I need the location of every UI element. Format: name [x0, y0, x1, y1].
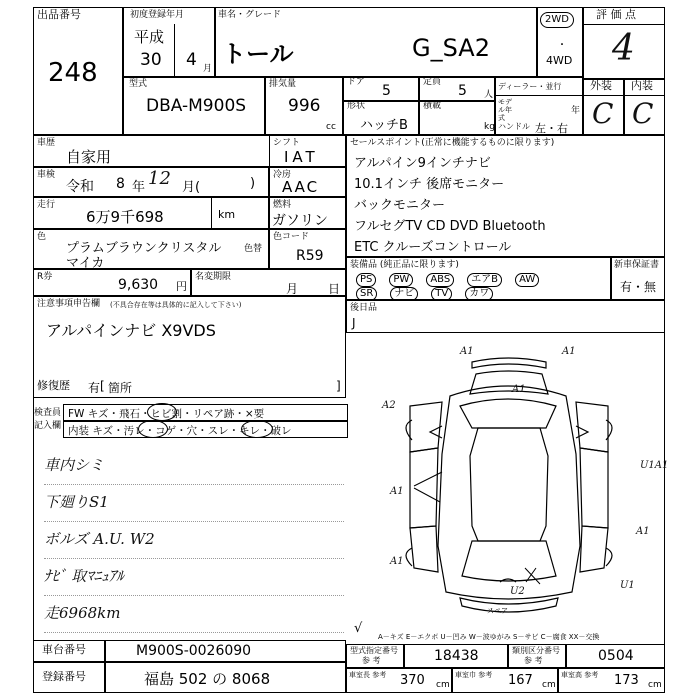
- plate-label: 登録番号: [42, 670, 86, 683]
- notes-label: 注意事項申告欄: [37, 299, 101, 309]
- width-unit: cm: [542, 680, 556, 690]
- damage-diagram: [350, 336, 669, 624]
- handwritten-notes: [44, 448, 344, 633]
- lot-label: 出品番号: [37, 8, 81, 21]
- car-label: 車名・グレード: [218, 10, 282, 20]
- inspection-era: 令和: [66, 179, 94, 195]
- windshield: [460, 399, 556, 428]
- length-value: 370: [400, 673, 425, 688]
- interior-label: 内装: [631, 79, 653, 92]
- recycle-cell: [33, 269, 191, 296]
- capacity-unit: 人: [484, 90, 494, 100]
- warranty-value: 有・無: [620, 280, 657, 294]
- rear-items-cell: [346, 300, 665, 333]
- inspector-label-1: 検査員: [34, 408, 62, 418]
- exterior-label: 外装: [590, 79, 612, 92]
- mileage-label: 走行: [37, 200, 56, 210]
- drive-4wd: 4WD: [546, 54, 573, 67]
- handle-value: 左・右: [535, 122, 568, 135]
- model-label: 型式: [129, 79, 148, 89]
- mileage-unit: km: [218, 208, 236, 221]
- damage-mark: U2: [510, 586, 525, 597]
- length-label: 車室長 参考: [349, 671, 387, 679]
- shift-label: シフト: [273, 138, 301, 148]
- registration-year: 30: [140, 50, 162, 70]
- inspection-month-unit: 月(: [182, 180, 201, 195]
- sales-point-label: セールスポイント(正常に機能するものに限ります): [350, 138, 555, 148]
- class-no-sub: 参 考: [524, 656, 543, 665]
- doors-label: ドア: [347, 77, 365, 87]
- damage-legend: A－キズ E－エクボ U－凹み W－波ゆがみ S－サビ C－腐食 XX－交換: [378, 633, 600, 641]
- warranty-label: 新車保証書: [614, 260, 660, 270]
- sales-point-item: アルパイン9インチナビ: [354, 156, 491, 171]
- grade-value: 4: [612, 28, 635, 69]
- equipment-item: PS: [356, 273, 376, 287]
- handwritten-line: 下廻りS1: [44, 485, 344, 522]
- notes-value: アルパインナビ X9VDS: [46, 321, 216, 340]
- doors-value: 5: [382, 83, 391, 99]
- plate-value: 福島 502 の 8068: [144, 670, 271, 688]
- height-unit: cm: [648, 680, 662, 690]
- repair-value: 有: [88, 381, 101, 395]
- fuel-value: ガソリン: [272, 213, 328, 229]
- aircon-label: 冷房: [273, 170, 292, 180]
- height-value: 173: [614, 673, 639, 688]
- type-no-label: 型式指定番号: [350, 646, 398, 655]
- displacement-value: 996: [288, 96, 321, 116]
- displacement-label: 排気量: [269, 79, 297, 89]
- rear-window: [462, 541, 556, 581]
- inspection-year: 8: [116, 176, 125, 192]
- color-code-label: 色コード: [273, 232, 310, 242]
- equipment-item: ナビ: [390, 287, 418, 301]
- front-bumper: [472, 358, 546, 368]
- name-change-month: 月: [286, 282, 299, 296]
- damage-mark: U1: [620, 580, 635, 591]
- equipment-item: エアB: [467, 273, 502, 287]
- type-no-value: 18438: [434, 648, 479, 664]
- color-line1: プラムブラウンクリスタル: [66, 241, 222, 256]
- hood: [470, 371, 548, 394]
- circle-mark-sure: [241, 420, 273, 438]
- inspect-row-2-text: 内装 キズ・汚レ・コゲ・穴・スレ・キレ・破レ: [68, 425, 292, 437]
- repair-bracket-text: 箇所: [108, 381, 133, 395]
- shift-value: IAT: [284, 148, 319, 166]
- color-code: R59: [296, 248, 324, 264]
- equipment-item: ABS: [426, 273, 454, 287]
- damage-mark: A2: [382, 400, 396, 411]
- damage-mark: A1: [562, 346, 576, 357]
- model-year-unit: 年: [571, 106, 581, 116]
- damage-mark: A1: [636, 526, 650, 537]
- body-outline: [438, 386, 580, 599]
- displacement-unit: cc: [326, 122, 336, 132]
- equipment-item: TV: [431, 287, 452, 301]
- spare-label: スペア: [487, 607, 508, 615]
- inspection-year-unit: 年: [132, 180, 146, 195]
- exterior-value: C: [592, 97, 614, 130]
- type-no-sub: 参 考: [362, 656, 381, 665]
- capacity-label: 定員: [423, 77, 442, 87]
- inspect-row-1-text: FW キズ・飛石・ヒビ割・リペア跡・×要: [68, 408, 265, 420]
- history-value: 自家用: [66, 148, 112, 166]
- shape-label: 形状: [347, 101, 366, 111]
- inspection-label: 車検: [37, 170, 56, 180]
- chassis-label: 車台番号: [42, 643, 86, 656]
- notes-cell: [33, 296, 346, 398]
- inspection-close: ): [250, 176, 256, 191]
- recycle-unit: 円: [176, 280, 187, 293]
- rear-items-label: 後日品: [350, 303, 378, 313]
- recycle-label: R券: [37, 272, 53, 282]
- damage-mark: A1: [390, 556, 404, 567]
- recycle-value: 9,630: [118, 277, 159, 293]
- drive-2wd: [540, 12, 574, 28]
- sales-point-list: [354, 153, 546, 258]
- rear-items-value: J: [352, 316, 356, 330]
- circle-mark-hiseki: [147, 403, 177, 421]
- handwritten-line: ﾅﾋﾞ 取ﾏﾆｭｱﾙ: [44, 559, 344, 596]
- repair-bracket-close: ]: [336, 379, 341, 393]
- equipment-row2: [356, 286, 506, 301]
- sales-point-item: バックモニター: [354, 198, 446, 213]
- roof: [470, 428, 548, 541]
- lot-number: 248: [48, 58, 98, 88]
- history-label: 車歴: [37, 138, 56, 148]
- mileage-value: 6万9千698: [86, 208, 164, 226]
- sales-point-item: 10.1インチ 後席モニター: [354, 177, 505, 192]
- registration-era: 平成: [134, 28, 165, 46]
- aircon-value: AAC: [282, 178, 320, 196]
- capacity-value: 5: [458, 83, 467, 99]
- equipment-item: AW: [515, 273, 539, 287]
- damage-mark: A1: [512, 384, 526, 395]
- grade-label: 評 価 点: [596, 8, 636, 21]
- drive-2wd-circle: 2WD: [540, 12, 574, 28]
- registration-month: 4: [186, 50, 197, 70]
- name-change-day: 日: [328, 282, 341, 296]
- width-value: 167: [508, 673, 533, 688]
- color-replace-label: 色替: [244, 244, 263, 254]
- load-unit: kg: [484, 122, 495, 132]
- damage-mark: A1: [460, 346, 474, 357]
- load-label: 積載: [423, 101, 442, 111]
- inspector-label-2: 記入欄: [34, 421, 62, 431]
- equipment-item: SR: [356, 287, 377, 301]
- equipment-label: 装備品 (純正品に限ります): [350, 260, 459, 270]
- dealer-label: ディーラー・並行: [498, 82, 562, 91]
- chassis-value: M900S-0026090: [136, 643, 252, 659]
- circle-mark-yogore: [138, 420, 168, 438]
- left-side: [410, 402, 442, 452]
- color-line2: マイカ: [66, 256, 105, 271]
- damage-mark: A1: [390, 486, 404, 497]
- inspection-month: 12: [148, 168, 171, 189]
- registration-month-unit: 月: [203, 64, 213, 74]
- rear-bumper: [460, 598, 558, 612]
- interior-value: C: [632, 97, 654, 130]
- fuel-label: 燃料: [273, 200, 292, 210]
- right-side: [576, 402, 608, 452]
- equipment-row1: [356, 272, 552, 287]
- handle-label: ハンドル: [498, 122, 530, 131]
- handwritten-line: 車内シミ: [44, 448, 344, 485]
- equipment-item: PW: [389, 273, 413, 287]
- drive-dot: ・: [557, 40, 567, 51]
- sales-point-item: フルセグTV CD DVD Bluetooth: [354, 219, 546, 234]
- color-label: 色: [37, 232, 47, 242]
- car-name: トール: [222, 40, 294, 68]
- checkmark: √: [354, 621, 363, 636]
- width-label: 車室巾 参考: [455, 671, 493, 679]
- sales-point-item: ETC クルーズコントロール: [354, 240, 512, 255]
- name-change-label: 名変期限: [195, 272, 232, 282]
- height-label: 車室高 参考: [561, 671, 599, 679]
- class-no-value: 0504: [598, 648, 634, 664]
- shape-value: ハッチB: [360, 118, 408, 133]
- length-unit: cm: [436, 680, 450, 690]
- notes-sub: (不具合存在等は具体的に記入して下さい): [110, 301, 242, 309]
- car-grade: G_SA2: [412, 34, 490, 62]
- model-year-label: モデル年式: [498, 98, 512, 122]
- model-value: DBA-M900S: [146, 96, 247, 116]
- handwritten-line: ボルズ A.U. W2: [44, 522, 344, 559]
- equipment-item: カワ: [465, 287, 493, 301]
- repair-bracket-open: [: [100, 379, 105, 393]
- repair-label: 修復歴: [37, 379, 70, 392]
- class-no-label: 類別区分番号: [512, 646, 560, 655]
- handwritten-line: 走6968km: [44, 596, 344, 633]
- damage-mark: U1A1: [640, 460, 669, 471]
- registration-label: 初度登録年月: [130, 10, 185, 20]
